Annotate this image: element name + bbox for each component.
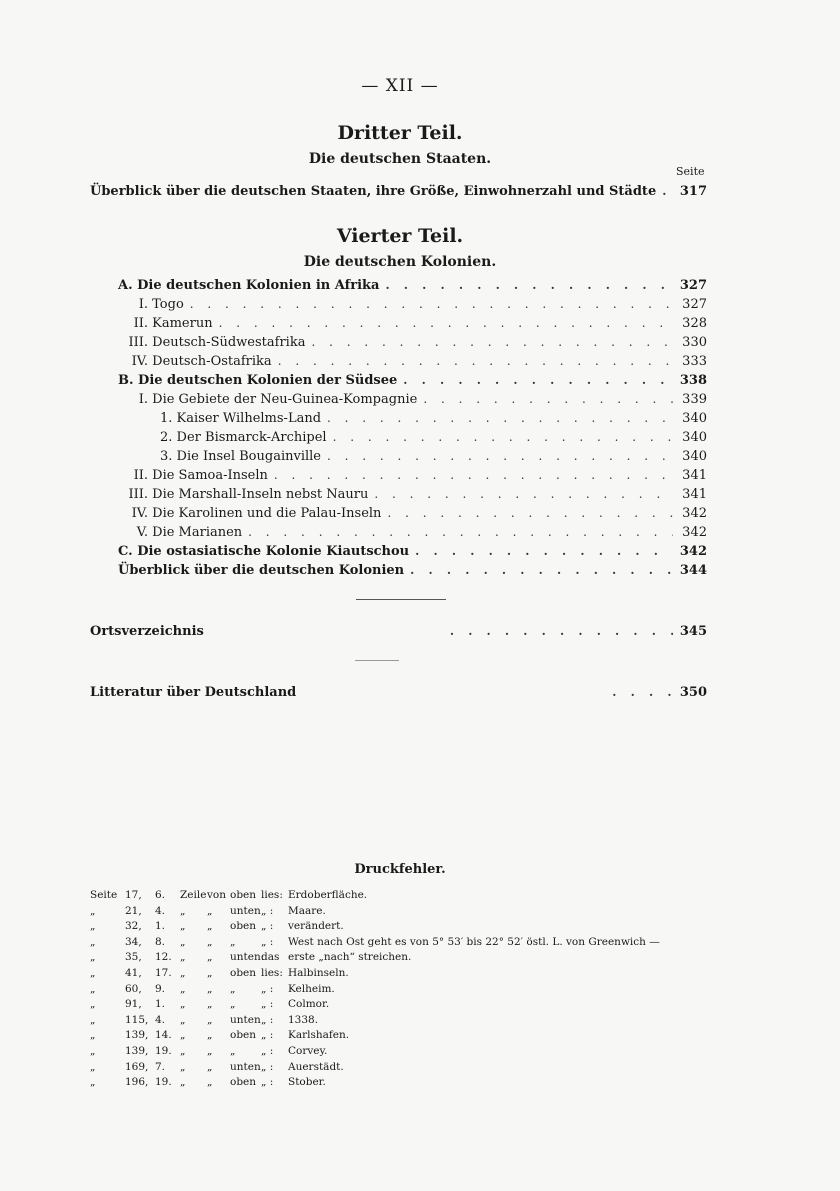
toc-entry-number: 1. xyxy=(160,411,173,426)
errata-cell: „ xyxy=(207,1013,213,1026)
errata-row xyxy=(0,919,800,934)
errata-cell: 17, xyxy=(125,889,142,901)
leader-dots xyxy=(387,504,673,523)
leader-dots xyxy=(248,523,673,542)
errata-row xyxy=(0,1044,800,1059)
toc-entry-page: 340 xyxy=(682,411,707,426)
errata-cell: „ xyxy=(90,998,96,1011)
toc-entry-label: Die ostasiatische Kolonie Kiautschou xyxy=(137,544,410,559)
toc-entry-number: III. xyxy=(128,335,148,350)
toc-entry xyxy=(118,333,707,352)
toc-entry-number: IV. xyxy=(131,354,148,369)
toc-entry-label: Die Gebiete der Neu-Guinea-Kompagnie xyxy=(152,392,418,407)
errata-cell: 1338. xyxy=(288,1013,319,1026)
leader-dots xyxy=(278,352,673,371)
errata-cell: 169, xyxy=(125,1060,149,1073)
toc-entry-index xyxy=(90,622,707,641)
toc-entry-label: Der Bismarck-Archipel xyxy=(176,430,327,445)
divider xyxy=(355,660,399,661)
errata-cell: „ xyxy=(180,967,186,979)
toc-entry-page: 344 xyxy=(679,563,707,578)
errata-cell: oben xyxy=(230,967,257,979)
toc-entry-number: I. xyxy=(138,297,148,312)
toc-entry-number: II. xyxy=(133,316,148,331)
toc-entry-number: III. xyxy=(128,487,148,502)
errata-cell: „ xyxy=(180,1076,186,1089)
errata-cell: 32, xyxy=(125,920,142,933)
errata-cell: „ xyxy=(230,1045,236,1057)
leader-dots xyxy=(311,333,673,352)
toc-entry xyxy=(160,447,707,466)
errata-row xyxy=(0,1028,800,1043)
toc-entry xyxy=(118,390,707,409)
toc-entry xyxy=(118,485,707,504)
errata-cell: 115, xyxy=(125,1013,149,1026)
errata-cell: „ : xyxy=(261,1013,274,1026)
leader-dots xyxy=(612,683,673,702)
errata-cell: „ xyxy=(180,951,186,964)
toc-entry-page: 333 xyxy=(682,354,707,369)
errata-cell: 41, xyxy=(125,967,142,979)
errata-cell: Karlshafen. xyxy=(288,1029,350,1042)
errata-cell: „ : xyxy=(261,904,274,917)
toc-entry-page: 328 xyxy=(682,316,707,331)
errata-cell: Corvey. xyxy=(288,1045,328,1057)
toc-entry-label: Litteratur über Deutschland xyxy=(90,685,297,700)
errata-cell: „ xyxy=(90,1060,96,1073)
page-column-label: Seite xyxy=(676,165,705,178)
errata-cell: 17. xyxy=(155,967,172,979)
errata-cell: Stober. xyxy=(288,1076,326,1089)
toc-entry-number: I. xyxy=(138,392,148,407)
errata-cell: Halbinseln. xyxy=(288,967,349,979)
toc-entry-label: Deutsch-Ostafrika xyxy=(152,354,272,369)
errata-cell: „ : xyxy=(261,935,274,948)
errata-row xyxy=(0,1060,800,1075)
leader-dots xyxy=(274,466,673,485)
errata-cell: „ xyxy=(90,1045,96,1057)
toc-entry-label: Die deutschen Kolonien in Afrika xyxy=(137,278,380,293)
errata-cell: 139, xyxy=(125,1029,149,1042)
leader-dots xyxy=(415,542,673,561)
errata-cell: 35, xyxy=(125,951,142,964)
errata-cell: 12. xyxy=(155,951,172,964)
errata-row xyxy=(0,997,800,1012)
errata-cell: 60, xyxy=(125,982,142,995)
errata-cell: „ xyxy=(180,904,186,917)
errata-cell: Maare. xyxy=(288,904,326,917)
toc-entry-page: 327 xyxy=(679,278,707,293)
errata-cell: Seite xyxy=(90,889,118,901)
errata-cell: „ xyxy=(207,967,213,979)
errata-cell: 196, xyxy=(125,1076,149,1089)
errata-row xyxy=(0,1013,800,1028)
leader-dots xyxy=(190,295,673,314)
errata-row xyxy=(0,888,800,903)
errata-cell: „ xyxy=(180,998,186,1011)
leader-dots xyxy=(662,182,673,201)
errata-cell: „ xyxy=(180,1045,186,1057)
toc-entry-label: Togo xyxy=(152,297,184,312)
toc-entry xyxy=(118,561,707,580)
errata-cell: „ xyxy=(180,982,186,995)
toc-entry xyxy=(118,542,707,561)
errata-cell: West nach Ost geht es von 5° 53′ bis 22° 52′ östl. L. von Greenwich — xyxy=(288,935,660,948)
toc-entry-number: 3. xyxy=(160,449,173,464)
toc-entry xyxy=(118,466,707,485)
errata-cell: Kelheim. xyxy=(288,982,335,995)
toc-entry-page: 330 xyxy=(682,335,707,350)
errata-cell: „ xyxy=(207,1076,213,1089)
errata-cell: „ xyxy=(207,982,213,995)
errata-cell: 21, xyxy=(125,904,142,917)
leader-dots xyxy=(385,276,673,295)
divider xyxy=(356,599,446,600)
toc-entry-page: 350 xyxy=(679,685,707,700)
errata-cell: Auerstädt. xyxy=(288,1060,344,1073)
toc-entry-label: Die Samoa-Inseln xyxy=(152,468,268,483)
page-number: — XII — xyxy=(361,76,439,96)
errata-cell: „ xyxy=(207,1060,213,1073)
errata-cell: „ xyxy=(207,951,213,964)
errata-cell: unten: xyxy=(230,951,265,964)
errata-cell: 19. xyxy=(155,1045,172,1057)
errata-cell: 91, xyxy=(125,998,142,1011)
errata-cell: „ xyxy=(90,920,96,933)
errata-cell: „ xyxy=(180,1013,186,1026)
toc-entry-page: 341 xyxy=(682,487,707,502)
toc-entry xyxy=(118,352,707,371)
leader-dots xyxy=(403,371,673,390)
errata-cell: oben xyxy=(230,1076,257,1089)
errata-cell: lies: xyxy=(261,967,283,979)
errata-cell: 7. xyxy=(155,1060,166,1073)
toc-entry-number: B. xyxy=(118,373,134,388)
errata-cell: erste „nach“ streichen. xyxy=(288,951,412,964)
errata-cell: „ xyxy=(207,904,213,917)
toc-entry xyxy=(118,295,707,314)
toc-entry xyxy=(118,276,707,295)
errata-row xyxy=(0,966,800,981)
toc-entry-page: 340 xyxy=(682,449,707,464)
toc-entry-number: C. xyxy=(118,544,133,559)
toc-entry-page: 342 xyxy=(679,544,707,559)
errata-cell: „ xyxy=(207,935,213,948)
errata-cell: lies: xyxy=(261,889,283,901)
toc-entry-label: Überblick über die deutschen Staaten, ihre Größe, Einwohnerzahl und Städte xyxy=(90,184,657,199)
toc-entry-number: II. xyxy=(133,468,148,483)
toc-entry-page: 341 xyxy=(682,468,707,483)
leader-dots xyxy=(410,561,673,580)
toc-entry-label: Kamerun xyxy=(152,316,213,331)
leader-dots xyxy=(219,314,673,333)
toc-entry xyxy=(118,371,707,390)
errata-cell: verändert. xyxy=(288,920,344,933)
errata-cell: „ xyxy=(90,935,96,948)
errata-cell: 8. xyxy=(155,935,166,948)
toc-entry xyxy=(160,428,707,447)
toc-entry xyxy=(118,523,707,542)
errata-cell: 1. xyxy=(155,920,166,933)
errata-cell: „ xyxy=(207,1029,213,1042)
toc-entry-page: 345 xyxy=(679,624,707,639)
errata-cell: 4. xyxy=(155,1013,166,1026)
toc-entry-label: Ortsverzeichnis xyxy=(90,624,204,639)
toc-entry-page: 317 xyxy=(679,184,707,199)
errata-cell: 4. xyxy=(155,904,166,917)
leader-dots xyxy=(423,390,673,409)
errata-cell: „ xyxy=(180,920,186,933)
part4-subtitle: Die deutschen Kolonien. xyxy=(303,254,497,270)
errata-cell: „ : xyxy=(261,1029,274,1042)
errata-cell: „ xyxy=(230,998,236,1011)
errata-cell: „ xyxy=(90,904,96,917)
leader-dots xyxy=(333,428,673,447)
errata-row xyxy=(0,950,800,965)
toc-entry-label: Überblick über die deutschen Kolonien xyxy=(118,563,405,578)
toc-entry-label: Deutsch-Südwestafrika xyxy=(152,335,306,350)
errata-cell: unten xyxy=(230,1060,261,1073)
part4-title: Vierter Teil. xyxy=(336,225,464,247)
errata-row xyxy=(0,904,800,919)
errata-cell: „ xyxy=(90,982,96,995)
errata-cell: „ : xyxy=(261,1076,274,1089)
toc-entry-page: 342 xyxy=(682,525,707,540)
toc-entry-page: 342 xyxy=(682,506,707,521)
errata-cell: „ xyxy=(90,1076,96,1089)
errata-cell: „ xyxy=(230,982,236,995)
errata-cell: „ xyxy=(180,1060,186,1073)
errata-cell: 139, xyxy=(125,1045,149,1057)
toc-entry xyxy=(160,409,707,428)
errata-cell: „ xyxy=(207,920,213,933)
toc-entry-page: 327 xyxy=(682,297,707,312)
errata-cell: „ : xyxy=(261,998,274,1011)
leader-dots xyxy=(327,409,673,428)
errata-cell: „ xyxy=(90,1013,96,1026)
errata-cell: „ : xyxy=(261,920,274,933)
errata-cell: „ xyxy=(90,967,96,979)
errata-cell: „ xyxy=(180,935,186,948)
errata-cell: „ xyxy=(90,1029,96,1042)
toc-entry-literature xyxy=(90,683,707,702)
leader-dots xyxy=(374,485,673,504)
toc-entry-label: Die Insel Bougainville xyxy=(176,449,321,464)
errata-cell: „ : xyxy=(261,1045,274,1057)
errata-cell: „ : xyxy=(261,1060,274,1073)
toc-entry-number: 2. xyxy=(160,430,173,445)
toc-entry-number: IV. xyxy=(131,506,148,521)
errata-cell: oben xyxy=(230,889,257,901)
leader-dots xyxy=(327,447,673,466)
toc-entry-label: Kaiser Wilhelms-Land xyxy=(176,411,322,426)
errata-row xyxy=(0,982,800,997)
errata-cell: oben xyxy=(230,920,257,933)
toc-entry-label: Die Marshall-Inseln nebst Nauru xyxy=(152,487,369,502)
errata-cell: Erdoberfläche. xyxy=(288,889,368,901)
errata-cell: „ xyxy=(230,935,236,948)
errata-cell: „ xyxy=(207,1045,213,1057)
leader-dots xyxy=(450,622,673,641)
errata-cell: „ xyxy=(180,1029,186,1042)
errata-cell: 34, xyxy=(125,935,142,948)
toc-entry-page: 339 xyxy=(682,392,707,407)
errata-cell: 14. xyxy=(155,1029,172,1042)
errata-cell: oben xyxy=(230,1029,257,1042)
toc-entry-number: V. xyxy=(136,525,148,540)
toc-entry-label: Die deutschen Kolonien der Südsee xyxy=(138,373,398,388)
toc-entry-label: Die Karolinen und die Palau-Inseln xyxy=(152,506,382,521)
errata-row xyxy=(0,1075,800,1090)
errata-cell: Colmor. xyxy=(288,998,330,1011)
part3-subtitle: Die deutschen Staaten. xyxy=(308,151,492,167)
errata-cell: Zeile xyxy=(180,889,207,901)
errata-title: Druckfehler. xyxy=(354,862,446,877)
errata-cell: 9. xyxy=(155,982,166,995)
toc-entry-number: A. xyxy=(118,278,133,293)
toc-entry-page: 338 xyxy=(679,373,707,388)
part3-title: Dritter Teil. xyxy=(337,122,463,144)
errata-cell: das xyxy=(261,951,280,964)
toc-entry xyxy=(118,504,707,523)
toc-entry-part3 xyxy=(90,182,707,201)
errata-cell: 1. xyxy=(155,998,166,1011)
errata-cell: „ xyxy=(90,951,96,964)
errata-cell: „ xyxy=(207,998,213,1011)
errata-row xyxy=(0,935,800,950)
errata-cell: „ : xyxy=(261,982,274,995)
errata-cell: 6. xyxy=(155,889,166,901)
toc-entry xyxy=(118,314,707,333)
errata-cell: unten xyxy=(230,904,261,917)
toc-entry-label: Die Marianen xyxy=(152,525,243,540)
errata-cell: unten xyxy=(230,1013,261,1026)
toc-entry-page: 340 xyxy=(682,430,707,445)
errata-cell: 19. xyxy=(155,1076,172,1089)
errata-cell: von xyxy=(207,889,227,901)
